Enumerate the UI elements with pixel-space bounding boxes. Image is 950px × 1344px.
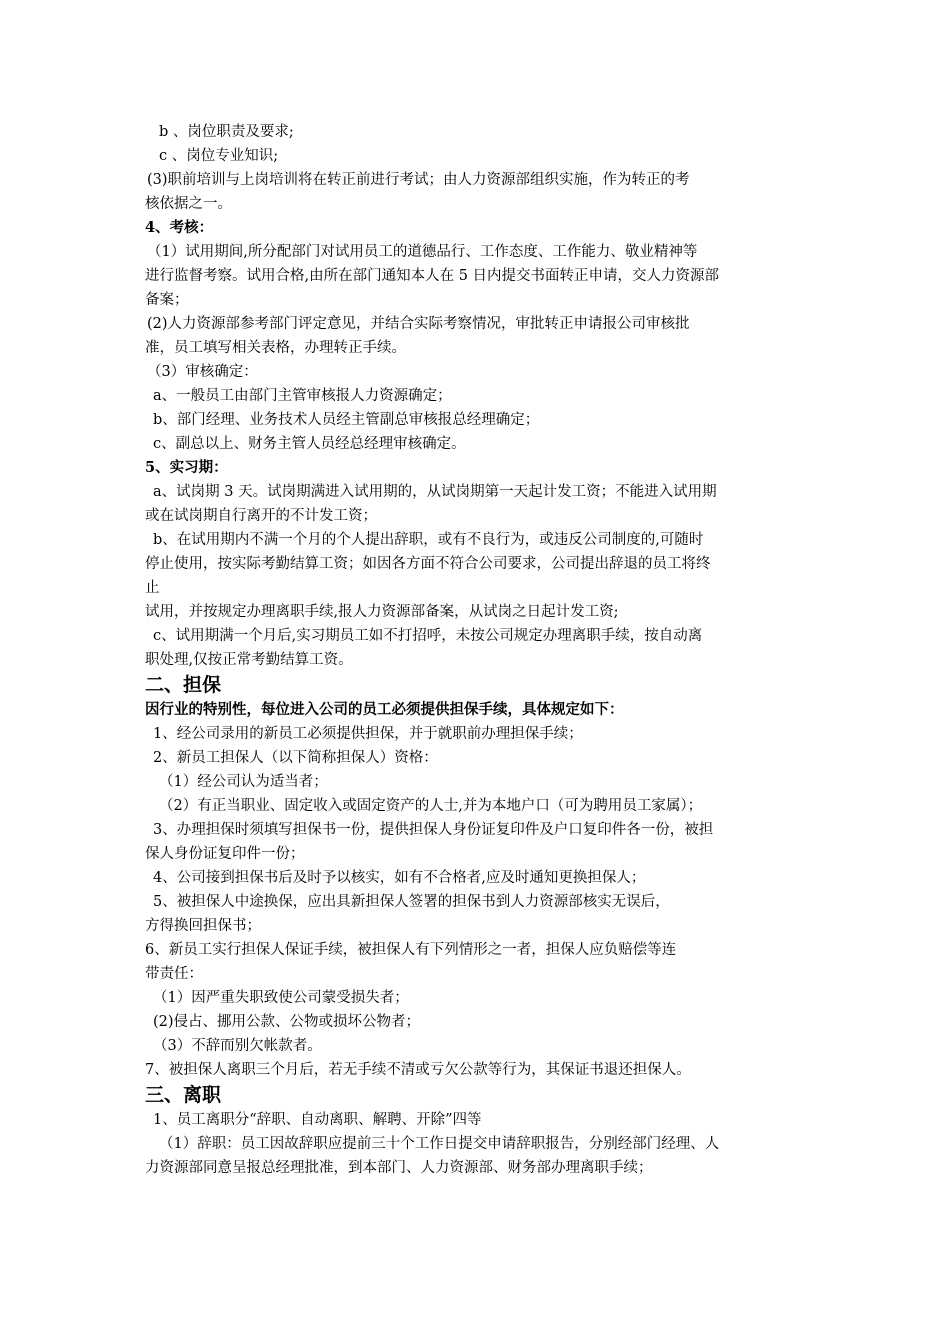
- text-line: 试用，并按规定办理离职手续,报人力资源部备案，从试岗之日起计发工资;: [145, 604, 619, 620]
- text-line: (3)职前培训与上岗培训将在转正前进行考试；由人力资源部组织实施，作为转正的考: [147, 172, 690, 188]
- text-line: （1）经公司认为适当者；: [159, 774, 328, 790]
- text-line: 6、新员工实行担保人保证手续，被担保人有下列情形之一者，担保人应负赔偿等连: [145, 942, 677, 958]
- text-line: 7、被担保人离职三个月后，若无手续不清或亏欠公款等行为，其保证书退还担保人。: [145, 1062, 691, 1078]
- text-line: (2)侵占、挪用公款、公物或损坏公物者；: [153, 1014, 421, 1030]
- section-heading: 二、担保: [145, 674, 222, 696]
- text-line: 准，员工填写相关表格，办理转正手续。: [145, 340, 406, 356]
- text-line: 进行监督考察。试用合格,由所在部门通知本人在 5 日内提交书面转正申请，交人力资源部: [145, 268, 720, 284]
- text-line: （1）试用期间,所分配部门对试用员工的道德品行、工作态度、工作能力、敬业精神等: [147, 244, 698, 260]
- text-line: 1、经公司录用的新员工必须提供担保，并于就职前办理担保手续；: [153, 726, 583, 742]
- text-line: 备案；: [145, 292, 189, 308]
- text-line: 止: [145, 580, 160, 596]
- text-line: 带责任：: [145, 966, 203, 982]
- text-line: 或在试岗期自行离开的不计发工资；: [145, 508, 377, 524]
- text-line: (2)人力资源部参考部门评定意见，并结合实际考察情况，审批转正申请报公司审核批: [147, 316, 690, 332]
- text-line: 方得换回担保书；: [145, 918, 261, 934]
- text-line: 5、实习期：: [145, 459, 228, 476]
- text-line: 2、新员工担保人（以下简称担保人）资格：: [153, 750, 438, 766]
- document-page: [145, 120, 825, 1180]
- text-line: b 、岗位职责及要求;: [159, 124, 294, 140]
- text-line: b、部门经理、业务技术人员经主管副总审核报总经理确定；: [153, 412, 540, 428]
- text-line: b、在试用期内不满一个月的个人提出辞职，或有不良行为，或违反公司制度的,可随时: [153, 532, 704, 548]
- text-line: 1、员工离职分“辞职、自动离职、解聘、开除”四等: [153, 1112, 482, 1128]
- text-line: c、试用期满一个月后,实习期员工如不打招呼，未按公司规定办理离职手续，按自动离: [153, 628, 703, 644]
- text-line: a、一般员工由部门主管审核报人力资源确定；: [153, 388, 452, 404]
- text-line: 4、公司接到担保书后及时予以核实，如有不合格者,应及时通知更换担保人；: [153, 870, 646, 886]
- text-line: 核依据之一。: [145, 196, 232, 212]
- text-line: 力资源部同意呈报总经理批准，到本部门、人力资源部、财务部办理离职手续；: [145, 1160, 653, 1176]
- text-line: c 、岗位专业知识;: [159, 148, 279, 164]
- text-line: 保人身份证复印件一份；: [145, 846, 305, 862]
- text-line: 3、办理担保时须填写担保书一份，提供担保人身份证复印件及户口复印件各一份，被担: [153, 822, 714, 838]
- text-line: 因行业的特别性，每位进入公司的员工必须提供担保手续，具体规定如下：: [145, 701, 624, 718]
- text-line: （3）审核确定：: [147, 364, 258, 380]
- text-line: a、试岗期 3 天。试岗期满进入试用期的，从试岗期第一天起计发工资；不能进入试用期: [153, 484, 717, 500]
- section-heading: 三、离职: [145, 1084, 222, 1106]
- text-line: （3）不辞而别欠帐款者。: [153, 1038, 322, 1054]
- text-line: c、副总以上、财务主管人员经总经理审核确定。: [153, 436, 466, 452]
- text-line: 5、被担保人中途换保，应出具新担保人签署的担保书到人力资源部核实无误后，: [153, 894, 670, 910]
- text-line: 停止使用，按实际考勤结算工资；如因各方面不符合公司要求，公司提出辞退的员工将终: [145, 556, 711, 572]
- text-line: 4、考核：: [145, 219, 214, 236]
- text-line: （1）辞职：员工因故辞职应提前三十个工作日提交申请辞职报告，分别经部门经理、人: [159, 1136, 720, 1152]
- text-line: （1）因严重失职致使公司蒙受损失者；: [153, 990, 409, 1006]
- text-line: 职处理,仅按正常考勤结算工资。: [145, 652, 353, 668]
- text-line: （2）有正当职业、固定收入或固定资产的人士,并为本地户口（可为聘用员工家属）；: [159, 798, 703, 814]
